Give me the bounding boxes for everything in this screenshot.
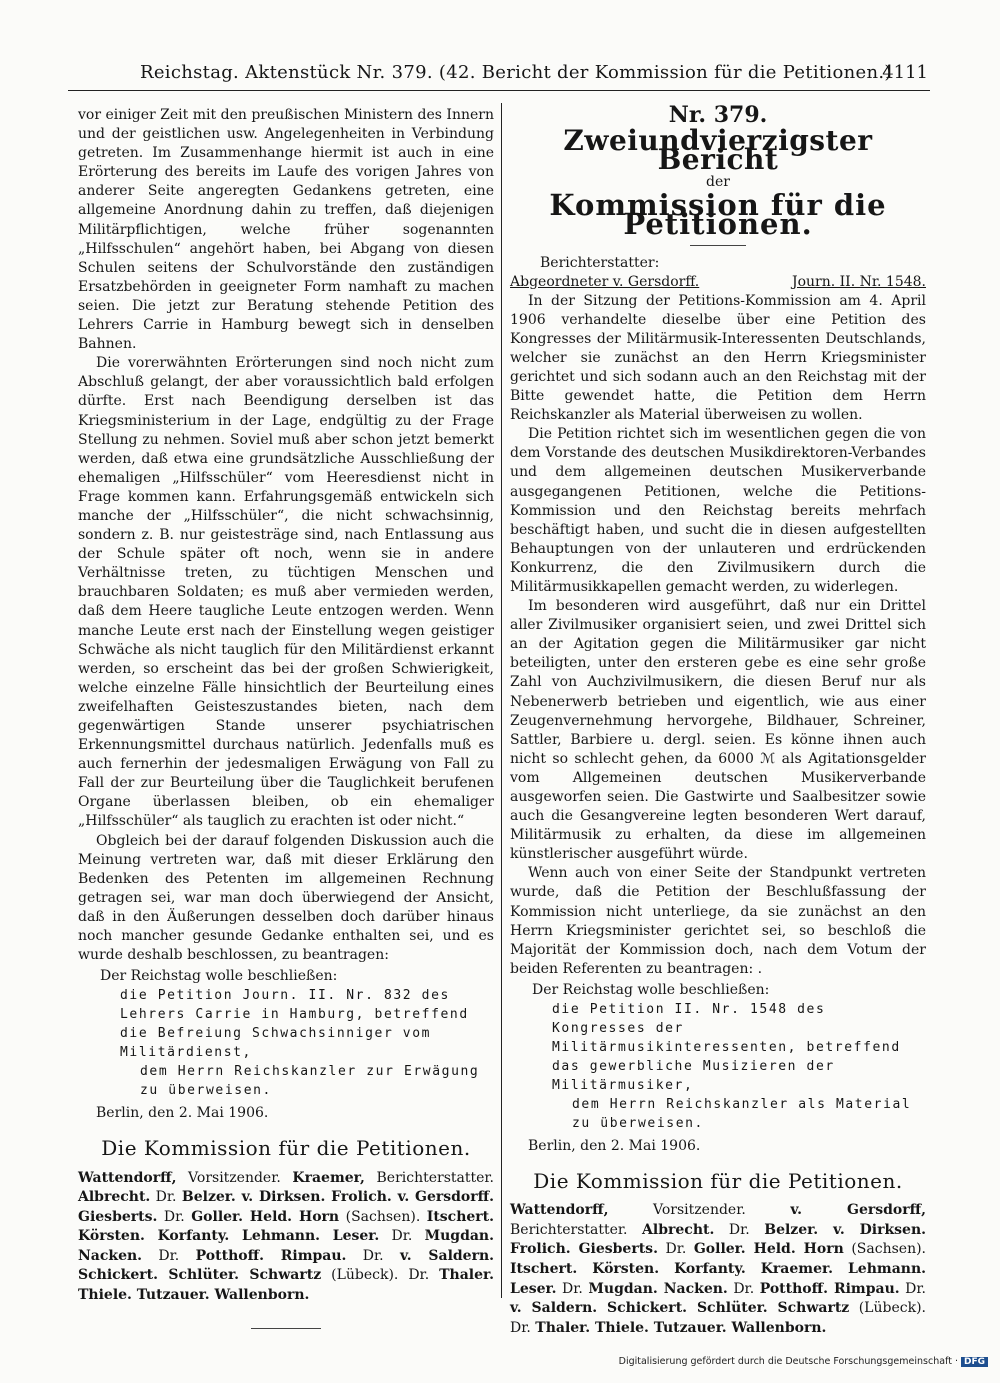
member-name: Wattendorff, [510, 1202, 609, 1219]
member-role: Vorsitzender. [608, 1202, 791, 1219]
member-name: Belzer. v. Dirksen. Frolich. v. Gersdorff. Giesberts. [78, 1189, 494, 1225]
member-name: Wattendorff, [78, 1169, 177, 1186]
running-title: Reichstag. Aktenstück Nr. 379. (42. Bericht der Kommission für die Petitionen.) [140, 62, 892, 83]
member-name: Belzer. v. Dirksen. Frolich. Giesberts. [510, 1221, 927, 1258]
member-name: Itschert. Körsten. Korfanty. Lehmann. Leser. [78, 1208, 495, 1245]
left-motion-action: dem Herrn Reichskanzler zur Erwägung zu überweisen. [140, 1064, 480, 1099]
right-motion-action: dem Herrn Reichskanzler als Material zu überweisen. [572, 1097, 912, 1132]
column-divider [501, 103, 502, 1298]
member-role: Dr. [346, 1247, 400, 1264]
member-name: v. Saldern. Schickert. Schlüter. Schwartz [510, 1300, 850, 1317]
member-role: Dr. [142, 1247, 196, 1264]
page-header [68, 58, 930, 88]
left-commission-heading: Die Kommission für die Petitionen. [101, 1136, 471, 1161]
journal-reference: Journ. II. Nr. 1548. [791, 273, 926, 290]
member-name: Goller. Held. Horn [191, 1208, 340, 1225]
member-role: (Lübeck). Dr. [321, 1267, 440, 1284]
member-name: Potthoff. Rimpau. [759, 1280, 900, 1297]
member-name: Thaler. Thiele. Tutzauer. Wallenborn. [78, 1267, 494, 1304]
commission-title: Kommission für die Petitionen. [549, 188, 887, 242]
left-column [78, 106, 494, 1329]
dfg-logo: DFG [961, 1357, 988, 1367]
member-role: Dr. [714, 1221, 765, 1238]
left-member-list [78, 1169, 494, 1306]
reporter-label: Berichterstatter: [540, 254, 660, 271]
left-motion-petition: die Petition Journ. II. Nr. 832 des Lehrers Carrie in Hamburg, betreffend die Befreiung Schwachsinniger vom Militärdienst, [120, 988, 469, 1061]
title-rule [690, 245, 746, 246]
member-name: Mugdan. Nacken. [78, 1228, 494, 1264]
member-name: Potthoff. Rimpau. [195, 1247, 347, 1264]
right-member-list [510, 1201, 926, 1338]
left-paragraph-2: Die vorerwähnten Erörterungen sind noch nicht zum Abschluß gelangt, der aber voraussichtlich bald erfolgen dürfte. Erst nach Beendigung derselben ist das Kriegsministerium in der Lage, endgültig zu der Frage Stellung zu nehmen. Soviel muß aber schon jetzt bemerkt werden, daß etwa eine grundsätzliche Ausschließung der ehemaligen „Hilfsschüler“ vom Heeresdienst nicht in Frage kommen kann. Erfahrungsgemäß entwickeln sich manche der „Hilfsschüler“, die nicht schwachsinnig, sondern z. B. nur geistesträge sind, nach Entlassung aus der Schule später oft noch, wenn sie in andere Verhältnisse treten, zu tüchtigen Menschen und brauchbaren Soldaten; es muß aber vermieden werden, daß dem Heere taugliche Leute entzogen werden. Wenn manche Leute erst nach der Einstellung wegen geistiger Schwäche als nicht tauglich für den Militärdienst erkannt werden, so erscheint das bei der großen Schwierigkeit, welche einzelne Fälle hinsichtlich der Beurteilung eines zweifelhaften Geisteszustandes bieten, nach dem gegenwärtigen Stande unserer psychiatrischen Erkennungsmittel durchaus natürlich. Jedenfalls muß es auch fernerhin der jedesmaligen Erwägung von Fall zu Fall der zur Beurteilung über die Tauglichkeit berufenen Organe überlassen bleiben, ob ein ehemaliger „Hilfsschüler“ als tauglich zu erachten ist oder nicht.“ [78, 355, 494, 830]
right-column [510, 102, 927, 1338]
right-paragraph-3: Im besonderen wird ausgeführt, daß nur ein Drittel aller Zivilmusiker organisiert seien, und zwei Drittel sich an der Agitation gegen die Militärmusiker gar nicht beteiligten, unter den ersteren gebe es eine sehr große Zahl von Auchzivilmusikern, die diesen Beruf nur als Nebenerwerb betrieben und eigentlich, wie aus einer Zeugenvernehmung hervorgehe, Bildhauer, Schreiner, Sattler, Barbiere u. dergl. seien. Es könne ihnen auch nicht so schlecht gehen, da 6000 ℳ als Agitationsgelder vom Allgemeinen deutschen Musikerverbande ausgeworfen seien. Die Gastwirte und Saalbesitzer sowie auch die Gesangvereine legten besonderen Wert darauf, Militärmusik zu erhalten, da diese im allgemeinen künstlerischer ausgeführt würde. [510, 598, 926, 863]
right-paragraph-2: Die Petition richtet sich im wesentlichen gegen die von dem Vorstande des deutschen Musikdirektoren-Verbandes und dem allgemeinen deutschen Musikerverbande ausgegangenen Petitionen, welche die Petitions-Kommission und den Reichstag bereits mehrfach beschäftigt haben, und sucht die in diesen aufgestellten Behauptungen von der unlauteren und erdrückenden Konkurrenz, die den Zivilmusikern durch die Militärmusikkapellen gemacht werden, zu widerlegen. [510, 426, 926, 595]
digitization-credit [619, 1356, 988, 1367]
right-motion [532, 981, 926, 1133]
header-rule [68, 90, 930, 91]
right-paragraph-1: In der Sitzung der Petitions-Kommission am 4. April 1906 verhandelte dieselbe über eine Petition des Kongresses der Militärmusik-Interessenten Deutschlands, welcher sie zunächst an den Herrn Kriegsminister gerichtet und sich sodann auch an den Reichstag mit der Bitte gewendet hatte, die Petition dem Herrn Reichskanzler als Material überweisen zu wollen. [510, 292, 926, 424]
left-end-rule [251, 1328, 321, 1329]
member-name: Goller. Held. Horn [693, 1241, 844, 1258]
right-motion-intro: Der Reichstag wolle beschließen: [532, 981, 770, 998]
member-role: Dr. [657, 1241, 694, 1258]
member-role: Dr. [556, 1280, 589, 1297]
left-motion [100, 967, 494, 1100]
member-role: Dr. [150, 1189, 182, 1206]
member-role: Dr. [379, 1228, 425, 1245]
left-paragraph-1: vor einiger Zeit mit den preußischen Ministern des Innern und der geistlichen usw. Angelegenheiten in Verbindung getreten. Im Zusammenhange hiermit ist auch in eine Erörterung des bereits im Laufe des vorigen Jahres von anderer Seite angeregten Gedankens getreten, eine allgemeine Anordnung dahin zu treffen, daß diejenigen Militärpflichtigen, welche früher sogenannten „Hilfsschulen“ angehört haben, bei Abgang von diesen Schulen seitens der Schulvorstände den zuständigen Ersatzbehörden in geeigneter Form namhaft zu machen seien. Die jetzt zur Beratung stehende Petition des Lehrers Carrie in Hamburg bewegt sich in denselben Bahnen. [78, 107, 494, 353]
member-name: v. Gersdorff, [790, 1202, 927, 1219]
member-name: Kraemer, [292, 1169, 365, 1186]
right-commission-heading: Die Kommission für die Petitionen. [533, 1169, 903, 1194]
reporter-name: Abgeordneter v. Gersdorff. [510, 273, 700, 290]
member-role: Berichterstatter. [364, 1169, 494, 1186]
right-motion-petition: die Petition II. Nr. 1548 des Kongresses der Militärmusikinteressenten, betreffend das gewerbliche Musizieren der Militärmusiker, [552, 1002, 901, 1094]
left-date: Berlin, den 2. Mai 1906. [96, 1105, 269, 1122]
report-title: Zweiundvierzigster Bericht [563, 124, 873, 177]
report-title-der: der [706, 174, 730, 191]
reporter-block [510, 254, 926, 292]
document-number: Nr. 379. [668, 102, 768, 128]
member-name: Albrecht. [642, 1221, 715, 1238]
left-motion-intro: Der Reichstag wolle beschließen: [100, 968, 338, 985]
member-role: Dr. [157, 1208, 192, 1225]
member-name: Thaler. Thiele. Tutzauer. Wallenborn. [535, 1319, 827, 1336]
member-role: Dr. [899, 1280, 927, 1297]
member-role: Vorsitzender. [176, 1169, 293, 1186]
member-name: Albrecht. [78, 1189, 151, 1206]
left-paragraph-3: Obgleich bei der darauf folgenden Diskussion auch die Meinung vertreten war, daß mit dieser Erklärung den Bedenken des Petenten im allgemeinen Rechnung getragen sei, war man doch überwiegend der Ansicht, daß in den Äußerungen desselben doch darüber hinaus noch mancher gesunde Gedanke enthalten sei, und es wurde deshalb beschlossen, zu beantragen: [78, 832, 494, 964]
member-role: (Lübeck). Dr. [510, 1300, 926, 1336]
right-paragraph-4: Wenn auch von einer Seite der Standpunkt vertreten wurde, daß die Petition der Beschlußfassung der Kommission nicht unterliege, da sie zunächst an den Herrn Kriegsminister gerichtet sei, so beschloß die Majorität der Kommission doch, nach dem Votum der beiden Referenten zu beantragen: . [510, 865, 926, 977]
member-role: Berichterstatter. [510, 1221, 643, 1238]
member-name: v. Saldern. Schickert. Schlüter. Schwartz [78, 1247, 495, 1284]
member-name: Mugdan. Nacken. [588, 1280, 728, 1297]
right-date: Berlin, den 2. Mai 1906. [528, 1138, 701, 1155]
credit-text: Digitalisierung gefördert durch die Deutsche Forschungsgemeinschaft · [618, 1356, 958, 1367]
member-role: (Sachsen). [339, 1208, 427, 1225]
member-role: (Sachsen). [843, 1241, 927, 1258]
member-role: Dr. [727, 1280, 760, 1297]
page-number: 4111 [882, 62, 928, 83]
member-name: Itschert. Körsten. Korfanty. Kraemer. Lehmann. Leser. [510, 1261, 926, 1297]
